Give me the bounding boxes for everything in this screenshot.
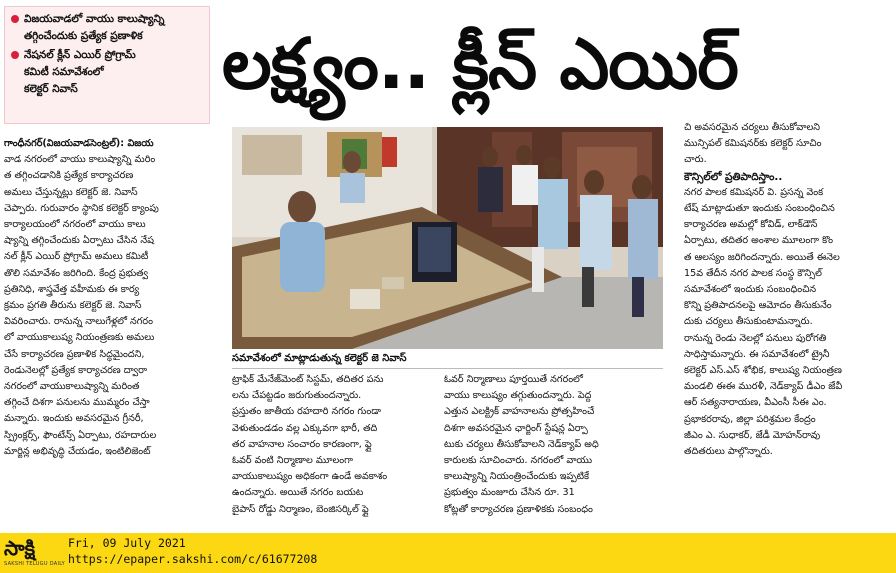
text-line: కలెక్టర్ ఎస్.ఎస్ శోభిక, కాలుష్య నియంత్రణ — [684, 365, 842, 377]
text-line: చారు. — [684, 154, 707, 166]
text-line: మున్సిపల్ కమిషనర్‌కు కలెక్టర్ సూచిం — [684, 138, 822, 150]
text-line: కారులకు సూచించారు. నగరంలో వాయు — [444, 455, 593, 467]
text-line: నగరంలో వాయుకాలుష్యాన్ని మరింత — [4, 381, 140, 393]
text-line: వివరించారు. రానున్న నాలుగేళ్లలో నగరం — [4, 316, 153, 328]
bullet-icon — [11, 15, 19, 23]
text-line: వాడ నగరంలో వాయు కాలుష్యాన్ని మరిం — [4, 154, 156, 166]
text-line: ఓవర్ నిర్మాణాలు పూర్తయితే నగరంలో — [444, 374, 583, 385]
photo-caption: సమావేశంలో మాట్లాడుతున్న కలెక్టర్ జె నివాస్ — [232, 350, 663, 369]
text-line: చెప్పారు. గురువారం స్థానిక కలెక్టర్ క్యాంపు — [4, 202, 159, 214]
meeting-photo-illustration — [232, 127, 663, 349]
article-column-4 — [684, 120, 888, 460]
text-line: లో వాయుకాలుష్య నియంత్రణకు అమలు — [4, 332, 155, 344]
text-line — [4, 136, 212, 152]
highlight-line: కలెక్టర్ నివాస్ — [24, 83, 78, 95]
text-line: చి అవసరమైన చర్యలు తీసుకోవాలని — [684, 122, 820, 133]
article-column-1 — [4, 136, 212, 460]
headline: లక్ష్యం.. క్లీన్ ఎయిర్ — [222, 23, 738, 105]
highlight-line: తగ్గించేందుకు ప్రత్యేక ప్రణాళిక — [24, 30, 143, 42]
dateline: గాంధీనగర్(విజయవాడసెంట్రల్): విజయ — [4, 138, 154, 149]
text-line: ఉందన్నారు. అయితే నగరం బయట — [232, 487, 364, 499]
text-line: బైపాస్ రోడ్డు నిర్మాణం, బెంజిసర్కిల్ ఫ్లై — [232, 503, 369, 515]
text-line: దిశగా అవసరమైన ఛార్జింగ్ స్టేషన్ల ఏర్పా — [444, 422, 588, 434]
text-line: త ఆలస్యం జరిగిందన్నారు. అయితే ఈనెల — [684, 251, 840, 263]
text-line: మండలి ఈఈ మురళీ, నెడ్‌క్యాప్ డీఎం జేవీ — [684, 381, 843, 393]
text-line: క్రమం ప్రగతి తీరును కలెక్టర్ జె. నివాస్ — [4, 300, 142, 312]
text-line: అమలు చేస్తున్నట్లు కలెక్టర్ జె. నివాస్ — [4, 186, 138, 198]
text-line: 15వ తేదీన నగర పాలక సంస్థ కౌన్సిల్ — [684, 267, 822, 279]
text-line: కార్యాలయంలో నగరంలో వాయు కాలు — [4, 219, 146, 231]
text-line: ఏర్పాటు, తదితర అంశాల మూలంగా కొం — [684, 235, 834, 247]
text-line: తొలి సమావేశం జరిగింది. కేంద్ర ప్రభుత్వ — [4, 267, 148, 279]
text-line: వెళుతుండడం వల్ల ఎక్కువగా భారీ, తది — [232, 422, 378, 434]
highlight-line: నేషనల్ క్లీన్ ఎయిర్ ప్రోగ్రామ్ — [24, 49, 136, 61]
text-line: కార్యాచరణ అమల్లో కోవిడ్, లాక్‌డౌన్ — [684, 219, 818, 231]
article-column-3 — [444, 372, 666, 518]
text-line: ప్రభాకరరావు, జిల్లా పరిశ్రమల కేంద్రం — [684, 413, 816, 425]
text-line: రెండునెలల్లో ప్రత్యేక కార్యాచరణ ద్వారా — [4, 364, 148, 376]
logo-text: సాక్షి — [4, 536, 36, 560]
text-line: ఓవర్ వంటి నిర్మాణాల మూలంగా — [232, 455, 353, 467]
text-line: ప్రతినిధి, శాస్త్రవేత్త వహీమకు ఈ కార్య — [4, 283, 140, 295]
text-line: కాలుష్యాన్ని నియంత్రించేందుకు ఇప్పటికే — [444, 471, 590, 483]
text-line: తగ్గించే దిశగా పనులను ముమ్మరం చేస్తా — [4, 397, 150, 409]
text-line: మన్నారు. ఇందుకు అవసరమైన గ్రీనరీ, — [4, 413, 144, 425]
text-line: ట్రాఫిక్ మేనేజ్‌మెంట్ సిస్టమ్, తదితర పను — [232, 374, 384, 385]
text-line: ప్రస్తుతం జాతీయ రహదారి నగరం గుండా — [232, 406, 381, 418]
text-line: కోట్లతో కార్యాచరణ ప్రణాళికకు సంబంధం — [444, 503, 593, 515]
text-line: చేసే కార్యాచరణ ప్రణాళిక సిద్ధమైందని, — [4, 348, 145, 360]
highlight-item — [11, 47, 203, 98]
text-line: టుకు చర్యలు తీసుకోవాలని నెడ్‌క్యాప్ అధి — [444, 438, 599, 450]
highlights-box — [4, 6, 210, 124]
highlight-item — [11, 11, 203, 45]
text-line: వాయుకాలుష్యం అధికంగా ఉండే అవకాశం — [232, 471, 388, 483]
text-line: సాధిస్తామన్నారు. ఈ సమావేశంలో ట్రైనీ — [684, 348, 830, 360]
text-line: నల్ క్లీన్ ఎయిర్ ప్రోగ్రామ్ అమలు కమిటీ — [4, 251, 149, 263]
text-line: తర వాహనాల సంచారం కారణంగా, ఫ్లై — [232, 438, 372, 450]
text-line: త తగ్గించడానికి ప్రత్యేక కార్యాచరణ — [4, 170, 134, 182]
footer-bar — [0, 533, 896, 573]
text-line: టేష్ మాట్లాడుతూ ఇందుకు సంబంధించిన — [684, 203, 835, 215]
text-line: దుకు చర్యలు తీసుకుంటామన్నారు. — [684, 316, 813, 328]
text-line: జీఎం ఎ. సుధాకర్, జేడీ మోహన్‌రావు — [684, 429, 821, 441]
highlight-line: విజయవాడలో వాయు కాలుష్యాన్ని — [24, 13, 165, 25]
logo-subtext: SAKSHI TELUGU DAILY — [4, 561, 66, 567]
section-subhead: కౌన్సిల్‌లో ప్రతిపాదిస్తాం.. — [684, 170, 783, 183]
text-line: ఆర్ సత్యనారాయణ, వీఎంసీ సీఈ ఎం. — [684, 397, 827, 409]
text-line: స్ప్రింక్లర్స్, ఫౌంటేన్స్ ఏర్పాటు, రహదారుల — [4, 429, 157, 441]
text-line: తదితరులు పాల్గొన్నారు. — [684, 446, 773, 458]
text-line: నగర పాలక కమిషనర్ వి. ప్రసన్న వెంక — [684, 186, 824, 198]
meeting-photo — [232, 127, 663, 349]
text-line: మార్జిన్ల అభివృద్ధి చేయడం, ఇంటిలిజెంట్ — [4, 445, 151, 457]
text-line: రానున్న రెండు నెలల్లో పనులు పురోగతి — [684, 332, 827, 344]
highlight-line: కమిటీ సమావేశంలో — [24, 66, 104, 78]
bullet-icon — [11, 51, 19, 59]
text-line: కొన్ని ప్రతిపాదనలపై ఆమోదం తీసుకునేం — [684, 300, 832, 312]
text-line: వాయు కాలుష్యం తగ్గుతుందన్నారు. పెద్ద — [444, 390, 592, 402]
edition-date: Fri, 09 July 2021 — [68, 536, 186, 550]
sakshi-logo — [4, 536, 64, 570]
text-line: ష్యాన్ని తగ్గించేందుకు ఏర్పాటు చేసిన నేష — [4, 235, 154, 247]
text-line: ఎత్తున ఎలక్ట్రిక్ వాహనాలను ప్రోత్సహించే — [444, 406, 595, 418]
text-line: ప్రభుత్వం మంజూరు చేసిన రూ. 31 — [444, 487, 575, 499]
article-column-2 — [232, 372, 430, 518]
epaper-link[interactable]: https://epaper.sakshi.com/c/61677208 — [68, 552, 318, 566]
text-line: లను చేపట్టడం జరుగుతుందన్నారు. — [232, 390, 362, 402]
text-line: సమావేశంలో ఇందుకు సంబంధించిన — [684, 284, 817, 296]
